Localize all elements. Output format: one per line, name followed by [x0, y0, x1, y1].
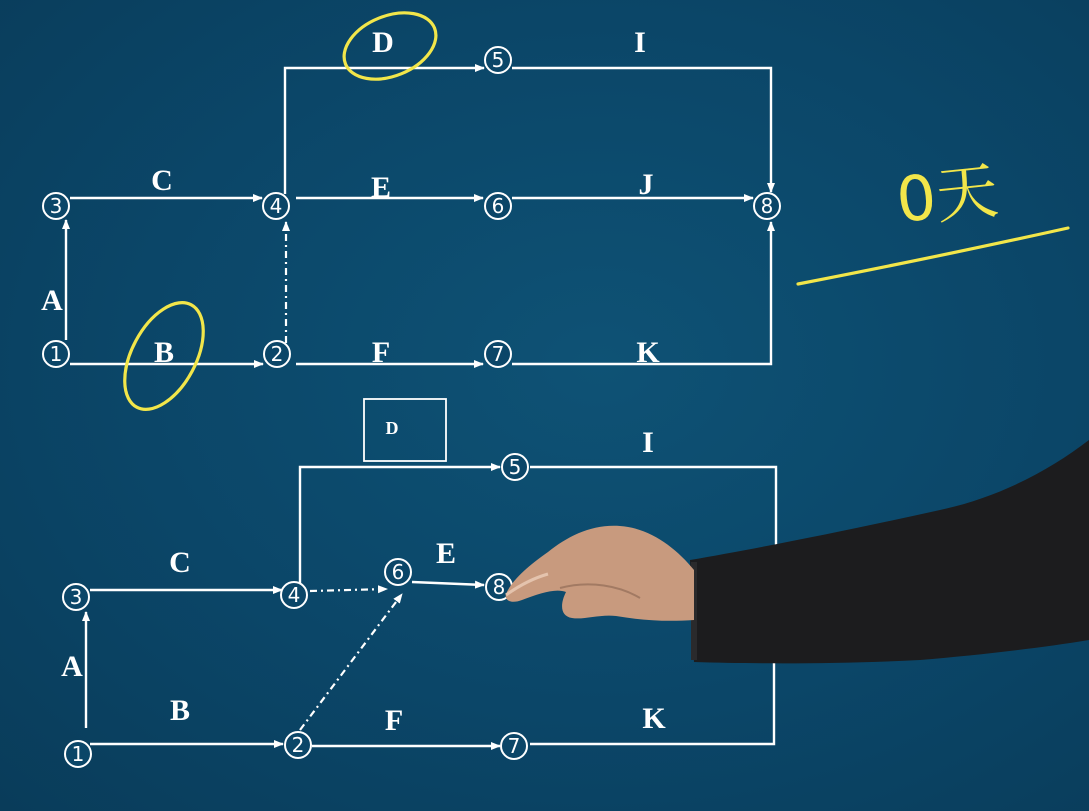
node-8-d1	[754, 193, 780, 219]
node-4-d1-label: 4	[269, 194, 283, 218]
node-3-d1-label: 3	[49, 194, 63, 218]
node-1-d2-label: 1	[71, 742, 85, 766]
node-2-d1	[264, 341, 290, 367]
underline-stroke	[798, 228, 1068, 284]
label-f-1: F	[371, 336, 391, 369]
node-3-d1	[43, 193, 69, 219]
node-2-d1-label: 2	[270, 342, 284, 366]
d-label-box	[364, 399, 446, 461]
label-c-2: C	[169, 546, 191, 579]
node-7-d2	[501, 733, 527, 759]
label-b-2: B	[169, 694, 191, 727]
node-2-d2	[285, 732, 311, 758]
node-5-d1	[485, 47, 511, 73]
handwritten-annotations	[109, 0, 1068, 422]
sleeve	[690, 440, 1089, 663]
arrow-e-2	[412, 582, 484, 585]
node-4-d2-label: 4	[287, 583, 301, 607]
presenter-arm	[506, 440, 1089, 663]
node-4-d2	[281, 582, 307, 608]
label-e-2: E	[435, 537, 457, 570]
label-k-1: K	[636, 336, 660, 369]
label-f-2: F	[384, 704, 404, 737]
label-i-2: I	[642, 426, 654, 459]
node-3-d2	[63, 584, 89, 610]
node-5-d2	[502, 454, 528, 480]
label-a-2: A	[61, 650, 83, 683]
node-1-d1-label: 1	[49, 342, 63, 366]
label-k-2: K	[642, 702, 666, 735]
node-1-d2	[65, 741, 91, 767]
node-1-d1	[43, 341, 69, 367]
dummy-arrow-4-6	[310, 589, 387, 591]
node-6-d1-label: 6	[491, 194, 505, 218]
label-c-1: C	[151, 164, 173, 197]
label-d-2: D	[385, 418, 399, 438]
node-6-d2	[385, 559, 411, 585]
label-d-1: D	[372, 26, 394, 59]
label-a-1: A	[41, 284, 63, 317]
node-6-d2-label: 6	[391, 560, 405, 584]
node-3-d2-label: 3	[69, 585, 83, 609]
node-7-d1	[485, 341, 511, 367]
label-e-1: E	[370, 171, 392, 204]
label-i-1: I	[634, 26, 646, 59]
node-8-d2-label: 8	[492, 575, 506, 599]
node-6-d1	[485, 193, 511, 219]
node-7-d1-label: 7	[491, 342, 505, 366]
node-5-d1-label: 5	[491, 48, 505, 72]
node-2-d2-label: 2	[291, 733, 305, 757]
handwritten-note: 0天	[892, 153, 1002, 237]
node-8-d1-label: 8	[760, 194, 774, 218]
node-7-d2-label: 7	[507, 734, 521, 758]
node-4-d1	[263, 193, 289, 219]
label-j-1: J	[638, 168, 654, 201]
node-5-d2-label: 5	[508, 455, 522, 479]
label-b-1: B	[153, 336, 175, 369]
hand	[506, 526, 694, 621]
